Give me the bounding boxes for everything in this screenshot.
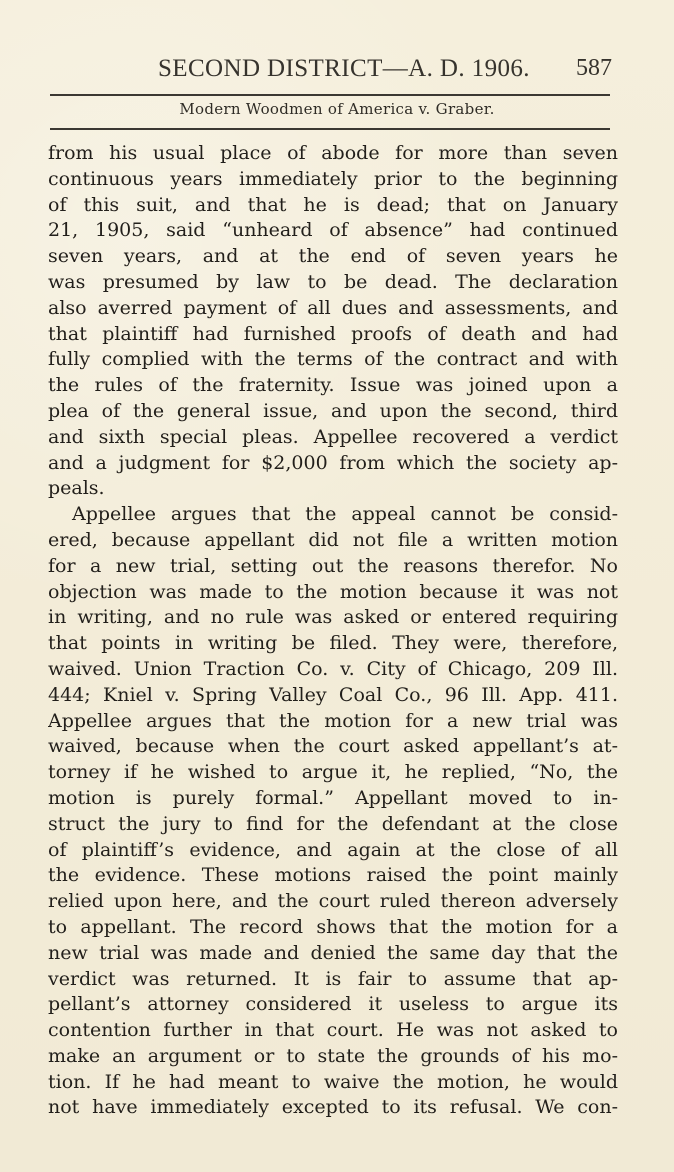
body-line: relied upon here, and the court ruled thereon adversely xyxy=(48,890,618,913)
body-line: Appellee argues that the appeal cannot be consid- xyxy=(72,503,618,526)
body-line: new trial was made and denied the same day that the xyxy=(48,941,618,964)
body-line: torney if he wished to argue it, he replied, “No, the xyxy=(48,761,618,784)
body-line: the evidence. These motions raised the point mainly xyxy=(48,864,618,887)
body-line: 444; Kniel v. Spring Valley Coal Co., 96 Ill. App. 411. xyxy=(48,683,618,706)
header-rule-top xyxy=(50,94,610,96)
body-line: to appellant. The record shows that the motion for a xyxy=(48,915,618,938)
body-line: plea of the general issue, and upon the second, third xyxy=(48,399,618,422)
body-line: tion. If he had meant to waive the motion, he would xyxy=(48,1070,618,1093)
body-line: Appellee argues that the motion for a new trial was xyxy=(48,709,618,732)
body-line: waived, because when the court asked appellant’s at- xyxy=(48,735,618,758)
body-line: and a judgment for $2,000 from which the society ap- xyxy=(48,451,618,474)
body-line: that plaintiff had furnished proofs of death and had xyxy=(48,322,618,345)
body-line: continuous years immediately prior to the beginning xyxy=(48,167,618,190)
body-line: objection was made to the motion because it was not xyxy=(48,580,618,603)
running-title: SECOND DISTRICT—A. D. 1906. xyxy=(158,55,530,82)
body-line: for a new trial, setting out the reasons therefor. No xyxy=(48,554,618,577)
body-line: peals. xyxy=(48,477,105,500)
running-head xyxy=(48,55,618,87)
body-line: not have immediately excepted to its refusal. We con- xyxy=(48,1096,618,1119)
body-line: in writing, and no rule was asked or entered requiring xyxy=(48,606,618,629)
body-text xyxy=(48,141,618,1121)
body-line: fully complied with the terms of the contract and with xyxy=(48,348,618,371)
body-line: that points in writing be filed. They were, therefore, xyxy=(48,632,618,655)
body-line: from his usual place of abode for more than seven xyxy=(48,142,618,164)
body-line: also averred payment of all dues and assessments, and xyxy=(48,296,618,319)
body-line: seven years, and at the end of seven years he xyxy=(48,245,618,268)
body-line: motion is purely formal.” Appellant moved to in- xyxy=(48,786,618,809)
body-line: make an argument or to state the grounds of his mo- xyxy=(48,1044,618,1067)
body-line: pellant’s attorney considered it useless to argue its xyxy=(48,993,618,1016)
body-line: ered, because appellant did not file a written motion xyxy=(48,528,618,551)
body-line: the rules of the fraternity. Issue was joined upon a xyxy=(48,374,618,397)
body-line: waived. Union Traction Co. v. City of Chicago, 209 Ill. xyxy=(48,657,618,680)
body-line: contention further in that court. He was not asked to xyxy=(48,1019,618,1042)
body-line: struct the jury to find for the defendant at the close xyxy=(48,812,618,835)
body-line: and sixth special pleas. Appellee recovered a verdict xyxy=(48,425,618,448)
body-line: of plaintiff’s evidence, and again at the close of all xyxy=(48,838,618,861)
body-line: 21, 1905, said “unheard of absence” had continued xyxy=(48,219,618,242)
body-line: of this suit, and that he is dead; that on January xyxy=(48,193,618,216)
page-number: 587 xyxy=(576,55,612,81)
body-line: was presumed by law to be dead. The declaration xyxy=(48,270,618,293)
body-line: verdict was returned. It is fair to assume that ap- xyxy=(48,967,618,990)
header-rule-bottom xyxy=(50,128,610,130)
case-title: Modern Woodmen of America v. Graber. xyxy=(179,100,495,118)
